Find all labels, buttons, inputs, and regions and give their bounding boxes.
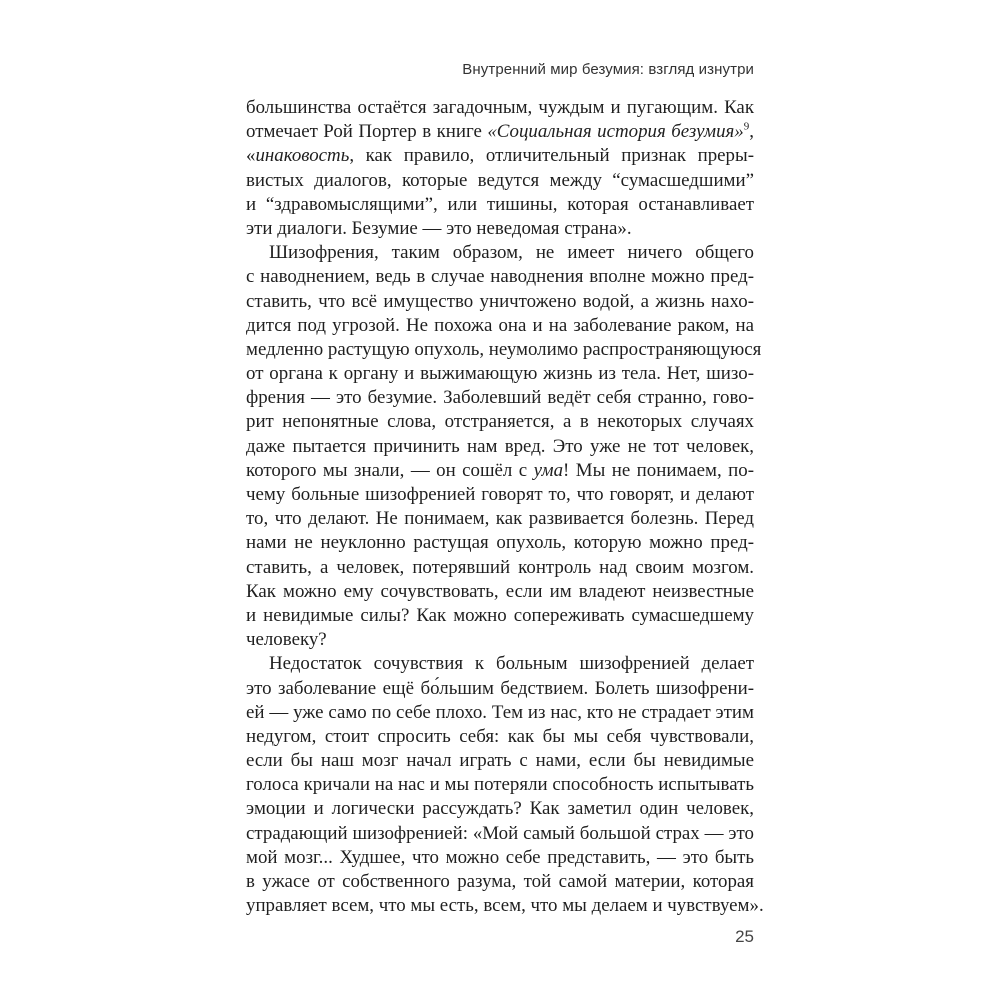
text-line: дится под угрозой. Не похожа она и на заболевание раком, на [246, 314, 754, 336]
text-line: медленно растущую опухоль, неумолимо распространяющуюся [246, 338, 762, 360]
text-line: если бы наш мозг начал играть с нами, если бы невидимые [246, 750, 754, 772]
text-run: которого мы знали, — он сошёл с [246, 459, 534, 481]
page-number: 25 [735, 927, 754, 946]
text-line: и невидимые силы? Как можно сопереживать сумасшедшему [246, 604, 754, 626]
running-head: Внутренний мир безумия: взгляд изнутри [462, 61, 754, 78]
text-line: это заболевание ещё бо́льшим бедствием. Болеть шизофрени- [246, 677, 754, 699]
text-run: « [246, 145, 256, 167]
text-line: даже пытается причинить нам вред. Это уже не тот человек, [246, 435, 754, 457]
body-text [246, 96, 764, 918]
text-line: вистых диалогов, которые ведутся между “сумасшедшими” [246, 169, 754, 191]
text-line: и “здравомыслящими”, или тишины, которая останавливает [246, 193, 754, 215]
text-line: с наводнением, ведь в случае наводнения вполне можно пред- [246, 266, 754, 288]
text-run: , как правило, отличительный признак преры- [349, 145, 754, 167]
text-line: недугом, стоит спросить себя: как бы мы себя чувствовали, [246, 725, 754, 747]
text-line: человеку? [246, 629, 327, 651]
footnote-ref: 9 [743, 120, 750, 133]
text-line [246, 120, 754, 144]
text-line: ей — уже само по себе плохо. Тем из нас, кто не страдает этим [246, 701, 754, 723]
book-title-italic: «Социальная история безумия» [487, 121, 744, 143]
text-line: страдающий шизофренией: «Мой самый большой страх — это [246, 822, 754, 844]
text-line [246, 144, 754, 168]
text-line: управляет всем, что мы есть, всем, что мы делаем и чувствуем». [246, 895, 764, 917]
text-line: эти диалоги. Безумие — это неведомая страна». [246, 217, 632, 239]
text-line: мой мозг... Худшее, что можно себе представить, — это быть [246, 846, 754, 868]
text-line: Шизофрения, таким образом, не имеет ничего общего [269, 242, 754, 264]
text-run: , [749, 121, 754, 143]
text-line: эмоции и логически рассуждать? Как заметил один человек, [246, 798, 754, 820]
text-line: Как можно ему сочувствовать, если им владеют неизвестные [246, 580, 754, 602]
text-run: ! Мы не понимаем, по- [563, 459, 754, 481]
text-line: голоса кричали на нас и мы потеряли способность испытывать [246, 774, 754, 796]
text-line: Недостаток сочувствия к больным шизофренией делает [269, 653, 754, 675]
text-line: ставить, а человек, потерявший контроль над своим мозгом. [246, 556, 754, 578]
text-line: чему больные шизофренией говорят то, что говорят, и делают [246, 484, 754, 505]
italic-word: ума [533, 459, 564, 481]
italic-term: инаковость [255, 145, 350, 167]
text-line: ставить, что всё имущество уничтожено водой, а жизнь нахо- [246, 290, 754, 312]
text-line: нами не неуклонно растущая опухоль, которую можно пред- [246, 532, 754, 554]
text-line [246, 459, 754, 483]
text-line: большинства остаётся загадочным, чуждым и пугающим. Как [246, 97, 754, 118]
text-line: в ужасе от собственного разума, той самой материи, которая [246, 871, 754, 892]
text-run: отмечает Рой Портер в книге [246, 121, 488, 143]
text-line: френия — это безумие. Заболевший ведёт себя странно, гово- [246, 387, 754, 409]
text-line: рит непонятные слова, отстраняется, а в некоторых случаях [246, 411, 754, 433]
text-line: от органа к органу и выжимающую жизнь из тела. Нет, шизо- [246, 363, 754, 385]
text-line: то, что делают. Не понимаем, как развивается болезнь. Перед [246, 508, 754, 530]
